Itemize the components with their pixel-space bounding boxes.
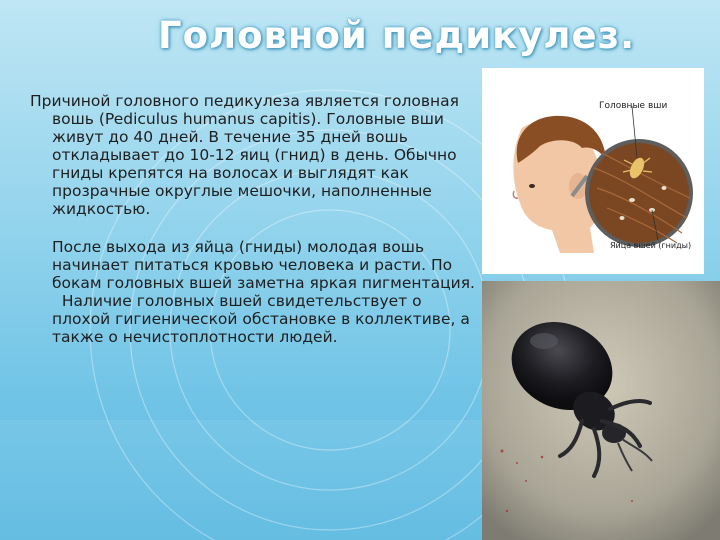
label-head-lice: Головные вши bbox=[599, 101, 668, 111]
label-lice-eggs: Яйца вшей (гниды) bbox=[610, 241, 692, 250]
louse-photo bbox=[482, 281, 720, 540]
slide-title: Головной педикулез. bbox=[158, 14, 636, 57]
head-illustration-svg bbox=[482, 68, 704, 274]
paragraph-growth bbox=[30, 238, 480, 346]
head-lice-illustration bbox=[482, 68, 704, 274]
paragraph-cause: Причиной головного педикулеза является головная вошь (Pediculus humanus capitis). Головные вши живут до 40 дней. В течение 35 дней вошь откладывает до 10-12 яиц (гнид) в день. Обычно гниды крепятся на волосах и выглядят как прозрачные округлые мешочки, наполненные жидкостью. bbox=[30, 92, 459, 218]
body-text bbox=[30, 92, 480, 362]
paragraph-growth-text: После выхода из яйца (гниды) молодая вошь начинает питаться кровью человека и расти. По бокам головных вшей заметна яркая пигментация. bbox=[52, 238, 475, 292]
paragraph-hygiene-text: Наличие головных вшей свидетельствует о плохой гигиенической обстановке в коллективе, а также о нечистоплотности людей. bbox=[52, 292, 470, 346]
louse-photo-svg bbox=[482, 281, 720, 540]
